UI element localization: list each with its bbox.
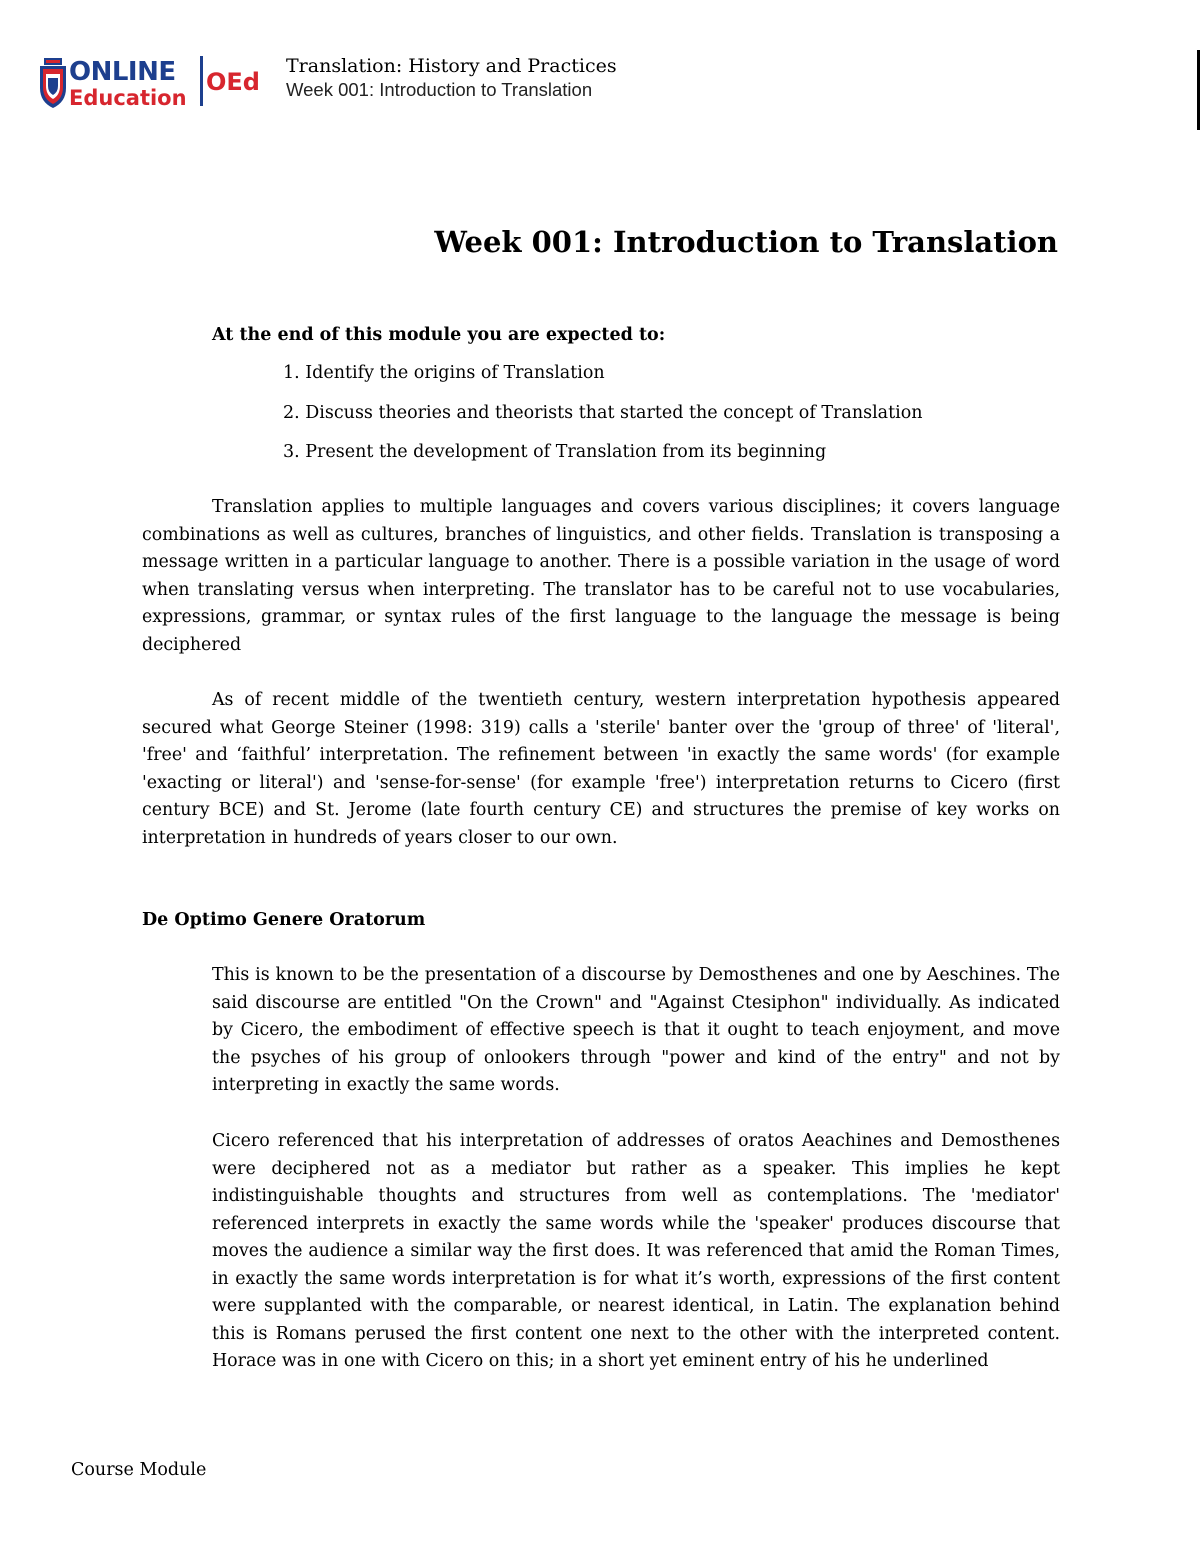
section-paragraph: Cicero referenced that his interpretation of addresses of oratos Aeachines and Demosthenes were deciphered not as a mediator but rather as a speaker. This implies he kept indistinguishable thoughts and structures from well as contemplations. The 'mediator' referenced interprets in exactly the same words while the 'speaker' produces discourse that moves the audience a similar way the first does. It was referenced that amid the Roman Times, in exactly the same words interpretation is for what it’s worth, expressions of the first content were supplanted with the comparable, or nearest identical, in Latin. The explanation behind this is Romans perused the first content one next to the other with the interpreted content. Horace was in one with Cicero on this; in a short yet eminent entry of his he underlined [212,1131,1060,1371]
crest-icon [40,58,66,108]
course-title: Translation: History and Practices [286,55,617,77]
svg-text:ONLINE: ONLINE [69,57,176,87]
objective-item: 1. Identify the origins of Translation [283,363,605,383]
svg-text:OEd: OEd [206,68,260,96]
body-paragraph: As of recent middle of the twentieth century, western interpretation hypothesis appeared secured what George Steiner (1998: 319) calls a 'sterile' banter over the 'group of three' of 'literal', 'free' and ‘faithful’ interpretation. The refinement between 'in exactly the same words' (for example 'exacting or literal') and 'sense-for-sense' (for example 'free') interpretation returns to Cicero (first century BCE) and St. Jerome (late fourth century CE) and structures the premise of key works on interpretation in hundreds of years closer to our own. [142,690,1060,848]
week-subtitle: Week 001: Introduction to Translation [286,79,593,100]
section-paragraph: This is known to be the presentation of a discourse by Demosthenes and one by Aeschines. The said discourse are entitled "On the Crown" and "Against Ctesiphon" individually. As indicated by Cicero, the embodiment of effective speech is that it ought to teach enjoyment, and move the psyches of his group of onlookers through "power and kind of the entry" and not by interpreting in exactly the same words. [212,965,1060,1095]
header-text [286,54,617,102]
svg-text:Education: Education [69,86,187,110]
objective-item: 2. Discuss theories and theorists that started the concept of Translation [283,402,923,423]
online-education-logo [38,50,274,110]
body-paragraph: Translation applies to multiple languages and covers various disciplines; it covers language combinations as well as cultures, branches of linguistics, and other fields. Translation is transposing a message written in a particular language to another. There is a possible variation in the usage of word when translating versus when interpreting. The translator has to be careful not to use vocabularies, expressions, grammar, or syntax rules of the first language to the language the message is being deciphered [142,497,1060,655]
footer-label: Course Module [71,1460,207,1480]
section-heading: De Optimo Genere Oratorum [142,910,426,930]
objectives-list [283,360,923,479]
objective-item: 3. Present the development of Translation from its beginning [283,442,827,462]
page-title: Week 001: Introduction to Translation [434,225,1058,259]
objectives-heading: At the end of this module you are expected to: [212,325,666,345]
